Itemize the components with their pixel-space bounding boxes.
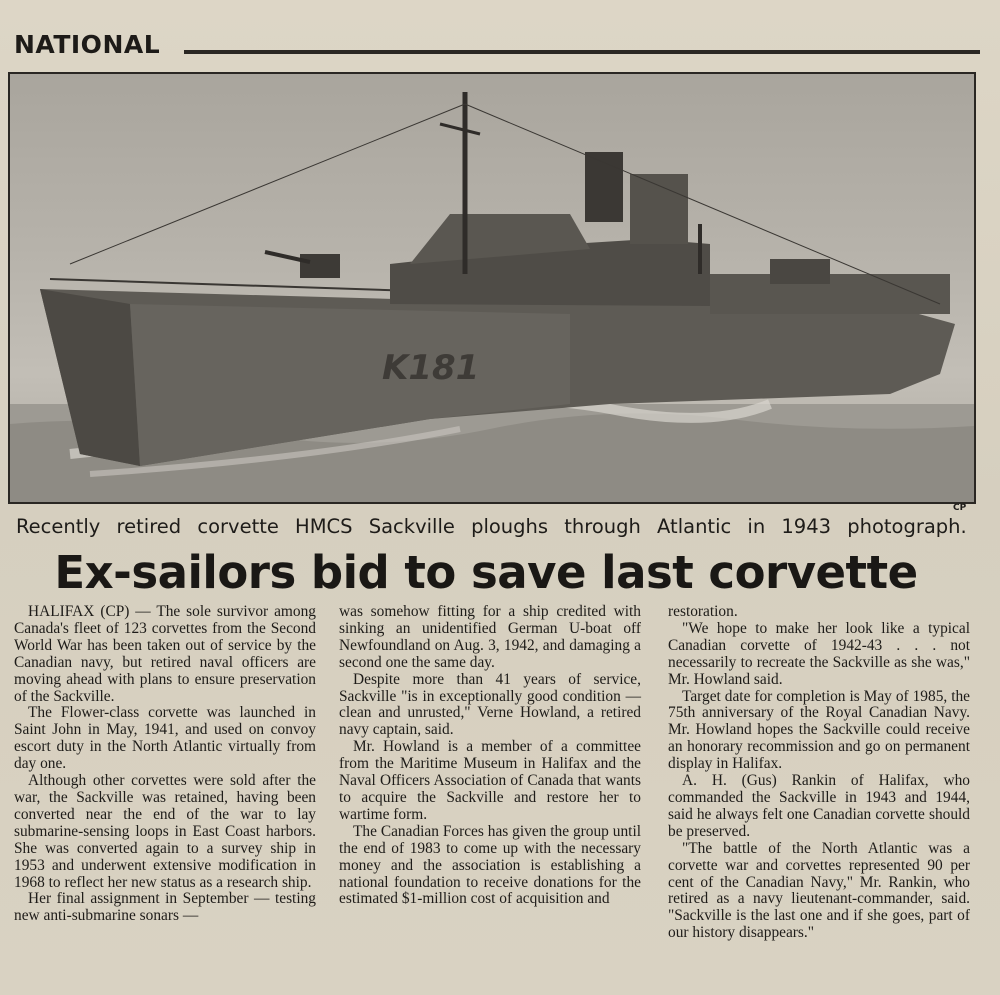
headline: Ex-sailors bid to save last corvette <box>54 546 918 599</box>
photo-caption: Recently retired corvette HMCS Sackville ploughs through Atlantic in 1943 photograph. <box>16 515 967 538</box>
paragraph: restoration. <box>668 603 738 620</box>
section-rule <box>184 50 980 54</box>
paragraph: Although other corvettes were sold after the war, the Sackville was retained, having been converted near the end of the war to lay submarine-sensing loops in East Coast harbors. She was converted again to a survey ship in 1953 and underwent extensive modification in 1968 to reflect her new status as a research ship. <box>14 772 316 891</box>
paragraph: Mr. Howland is a member of a committee from the Maritime Museum in Halifax and the Naval Officers Association of Canada that wants to acquire the Sackville and restore her to wartime form. <box>339 738 641 823</box>
paragraph: The Canadian Forces has given the group until the end of 1983 to come up with the necessary money and the association is establishing a national foundation to receive donations for the estimated $1-million cost of acquisition and <box>339 822 641 908</box>
paragraph: Despite more than 41 years of service, Sackville "is in exceptionally good condition — clean and unrusted," Verne Howland, a retired navy captain, said. <box>339 670 641 739</box>
article-column-1 <box>14 604 316 925</box>
paragraph: "We hope to make her look like a typical Canadian corvette of 1942-43 . . . not necessarily to recreate the Sackville as she was," Mr. Howland said. <box>668 619 970 688</box>
paragraph: was somehow fitting for a ship credited with sinking an unidentified German U-boat off Newfoundland on Aug. 3, 1942, and damaging a second one the same day. <box>339 603 641 671</box>
section-label: NATIONAL <box>14 30 161 59</box>
paragraph: The Flower-class corvette was launched in Saint John in May, 1941, and used on convoy escort duty in the North Atlantic virtually from day one. <box>14 704 316 773</box>
photo-credit: CP <box>953 503 967 513</box>
hull-number: K181 <box>382 348 480 388</box>
paragraph: Target date for completion is May of 1985, the 75th anniversary of the Royal Canadian Navy. Mr. Howland hopes the Sackville could receive an honorary recommission and go on permanent display in Halifax. <box>668 687 970 773</box>
paragraph: Her final assignment in September — testing new anti-submarine sonars — <box>14 890 316 925</box>
corvette-illustration <box>10 74 974 502</box>
ship-photo <box>8 72 976 504</box>
paragraph: A. H. (Gus) Rankin of Halifax, who commanded the Sackville in 1943 and 1944, said he always felt one Canadian corvette should be preserved. <box>668 772 970 840</box>
paragraph: HALIFAX (CP) — The sole survivor among Canada's fleet of 123 corvettes from the Second World War has been taken out of service by the Canadian navy, but retired naval officers are moving ahead with plans to ensure preservation of the Sackville. <box>14 603 316 705</box>
paragraph: "The battle of the North Atlantic was a corvette war and corvettes represented 90 per cent of the Canadian Navy," Mr. Rankin, who retired as a navy lieutenant-commander, said. "Sackville is the last one and if she goes, part of our history disappears." <box>668 839 970 942</box>
article-column-3 <box>668 604 970 942</box>
article-column-2 <box>339 604 641 908</box>
